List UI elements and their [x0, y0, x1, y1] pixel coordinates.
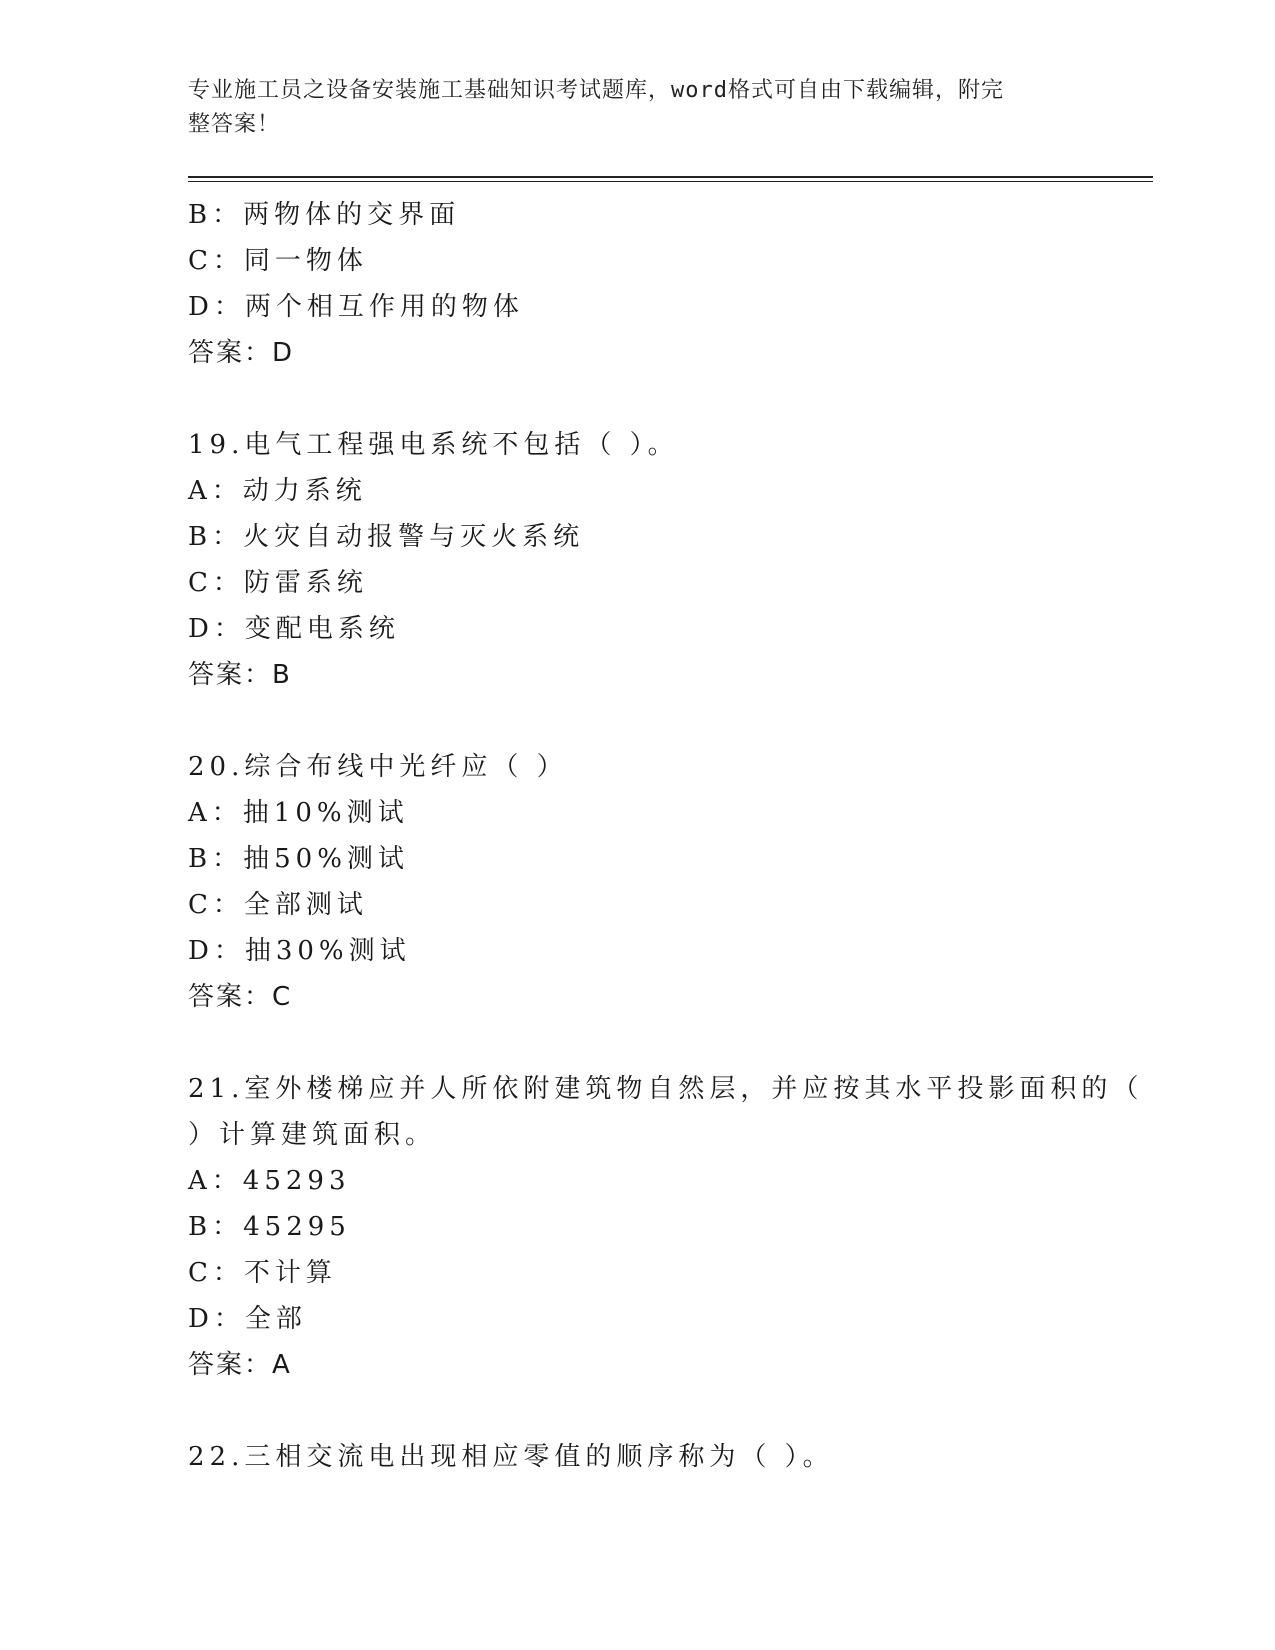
option-b: B：火灾自动报警与灭火系统: [188, 522, 585, 552]
option-d: D：抽30%测试: [188, 936, 411, 966]
option-d: D：变配电系统: [188, 614, 400, 644]
option-a: A：45293: [188, 1166, 351, 1196]
option-c: C：防雷系统: [188, 568, 368, 598]
option-c: C：不计算: [188, 1258, 337, 1288]
option-d: D：全部: [188, 1304, 307, 1334]
question-stem: 19.电气工程强电系统不包括（ ）。: [188, 430, 679, 460]
question-stem: 20.综合布线中光纤应（ ）: [188, 752, 568, 782]
question-stem-line-1: 21.室外楼梯应并人所依附建筑物自然层，并应按其水平投影面积的（: [188, 1074, 1144, 1104]
answer: 答案：C: [188, 982, 293, 1012]
option-b: B：45295: [188, 1212, 351, 1242]
question-stem-line-2: ）计算建筑面积。: [188, 1120, 437, 1150]
header-rule-thick: [188, 176, 1153, 178]
option-c: C：同一物体: [188, 246, 368, 276]
option-a: A：动力系统: [188, 476, 367, 506]
option-b: B：两物体的交界面: [188, 200, 461, 230]
answer: 答案：A: [188, 1350, 292, 1380]
question-21: [188, 1066, 1144, 1388]
header-line-1: 专业施工员之设备安装施工基础知识考试题库，word格式可自由下载编辑，附完: [188, 78, 1004, 103]
question-list: [188, 192, 1144, 1480]
header-line-2: 整答案！: [188, 112, 281, 137]
question-22: [188, 1434, 1088, 1480]
question-18-tail: [188, 192, 1088, 376]
option-b: B：抽50%测试: [188, 844, 409, 874]
question-20: [188, 744, 1088, 1020]
option-a: A：抽10%测试: [188, 798, 409, 828]
answer: 答案：B: [188, 660, 292, 690]
option-d: D：两个相互作用的物体: [188, 292, 524, 322]
spacer: [188, 1020, 1088, 1066]
spacer: [188, 1388, 1088, 1434]
document-header: [188, 74, 1068, 142]
answer: 答案：D: [188, 338, 295, 368]
question-19: [188, 422, 1088, 698]
question-stem: 22.三相交流电出现相应零值的顺序称为（ ）。: [188, 1442, 834, 1472]
option-c: C：全部测试: [188, 890, 368, 920]
spacer: [188, 698, 1088, 744]
header-rule-thin: [188, 181, 1153, 182]
spacer: [188, 376, 1088, 422]
